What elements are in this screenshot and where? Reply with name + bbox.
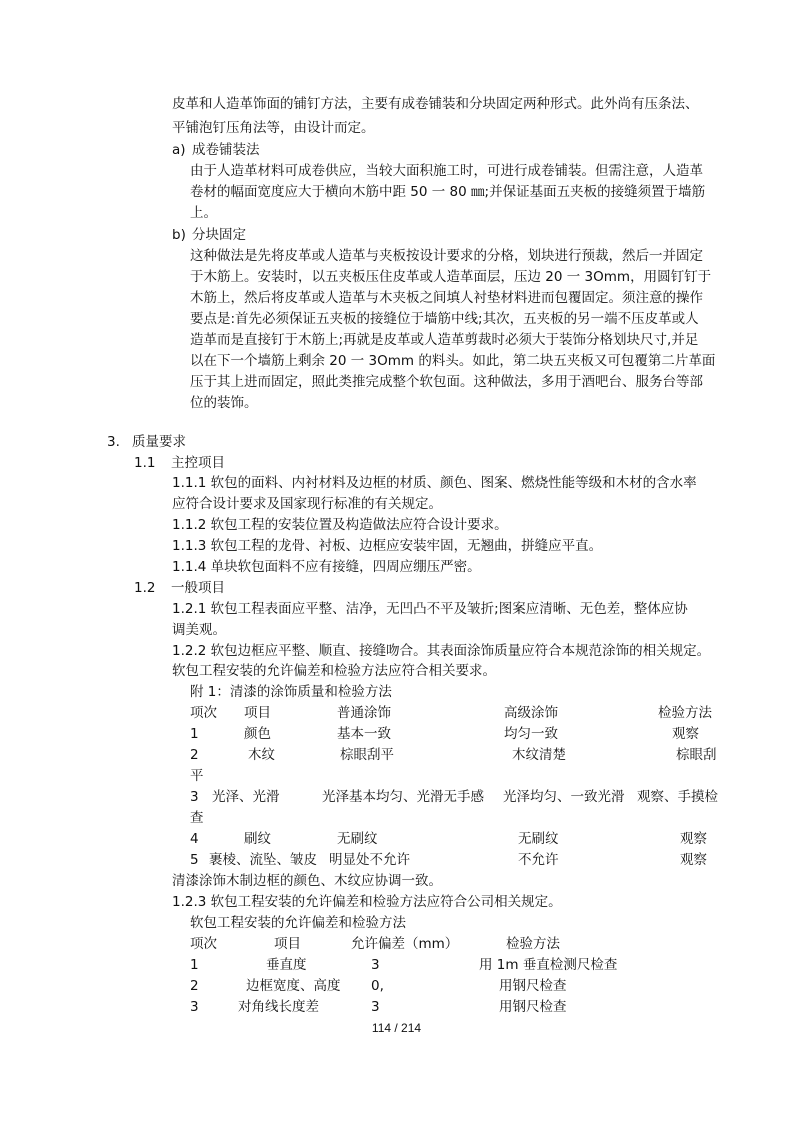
table-cell: 裹棱、流坠、皱皮 [209, 852, 317, 868]
table-cell: 3 [371, 999, 380, 1015]
body-line: 软包工程安装的允许偏差和检验方法应符合相关要求。 [172, 663, 496, 679]
table-cell: 基本一致 [337, 726, 391, 742]
table-cell: 无刷纹 [518, 831, 559, 847]
table-cell: 不允许 [518, 852, 559, 868]
table-header: 项次 [190, 936, 217, 952]
table-header: 项目 [244, 705, 271, 721]
body-line: 应符合设计要求及国家现行标准的有关规定。 [172, 496, 442, 512]
table-header: 检验方法 [506, 936, 560, 952]
table-cell: 3 [190, 999, 199, 1015]
table-header: 高级涂饰 [504, 705, 558, 721]
table-cell: 光泽基本均匀、光滑无手感 [322, 789, 484, 805]
table-cell: 木纹 [248, 747, 275, 763]
body-line: 造革而是直接钉于木筋上;再就是皮革或人造革剪裁时必须大于装饰分格划块尺寸,并足 [190, 332, 699, 348]
body-line: 调美观。 [172, 622, 226, 638]
table-cell: 3 [190, 789, 199, 805]
table-cell: 观察 [680, 831, 707, 847]
section-title: 质量要求 [132, 434, 186, 450]
table-cell: 均匀一致 [504, 726, 558, 742]
table-header: 普通涂饰 [337, 705, 391, 721]
table-title: 附 1：清漆的涂饰质量和检验方法 [190, 684, 392, 700]
body-line: 上。 [190, 205, 217, 221]
body-line: 压于其上进而固定，照此类推完成整个软包面。这种做法，多用于酒吧台、服务台等部 [190, 374, 703, 390]
table-cell: 3 [371, 957, 380, 973]
body-line: 1.1.3 软包工程的龙骨、衬板、边框应安装牢固，无翘曲，拼缝应平直。 [172, 538, 603, 554]
subsection-title: 一般项目 [171, 580, 225, 596]
table-cell: 对角线长度差 [238, 999, 319, 1015]
table-cell: 观察、手摸检 [637, 789, 718, 805]
body-line: 这种做法是先将皮革或人造革与夹板按设计要求的分格，划块进行预裁，然后一并固定 [190, 248, 703, 264]
table-note: 清漆涂饰木制边框的颜色、木纹应协调一致。 [172, 873, 442, 889]
subsection-title: 主控项目 [171, 455, 225, 471]
item-title: 分块固定 [192, 227, 246, 243]
body-line: 卷材的幅面宽度应大于横向木筋中距 50 一 80 ㎜;并保证基面五夹板的接缝须置于墙筋 [190, 184, 706, 200]
table-cell: 观察 [672, 726, 699, 742]
table-cell: 平 [190, 768, 204, 784]
body-line: 位的装饰。 [190, 395, 258, 411]
subsection-number: 1.2 [134, 580, 156, 596]
body-line: 1.2.1 软包工程表面应平整、洁净，无凹凸不平及皱折;图案应清晰、无色差，整体应协 [172, 601, 688, 617]
table-title: 软包工程安装的允许偏差和检验方法 [190, 915, 406, 931]
body-line: 1.1.4 单块软包面料不应有接缝，四周应绷压严密。 [172, 559, 481, 575]
table-cell: 棕眼刮平 [340, 747, 394, 763]
table-cell: 4 [190, 831, 199, 847]
table-cell: 查 [190, 810, 204, 826]
body-line: 1.2.3 软包工程安装的允许偏差和检验方法应符合公司相关规定。 [172, 894, 562, 910]
list-marker: a) [172, 142, 186, 158]
table-cell: 5 [190, 852, 199, 868]
section-number: 3. [107, 434, 120, 450]
table-cell: 明显处不允许 [329, 852, 410, 868]
table-cell: 0, [371, 978, 384, 994]
table-cell: 木纹清楚 [512, 747, 566, 763]
subsection-number: 1.1 [134, 455, 156, 471]
table-cell: 用 1m 垂直检测尺检查 [479, 957, 618, 973]
table-cell: 边框宽度、高度 [246, 978, 341, 994]
table-cell: 垂直度 [266, 957, 307, 973]
table-cell: 1 [190, 957, 199, 973]
body-line: 由于人造革材料可成卷供应，当较大面积施工时，可进行成卷铺装。但需注意，人造革 [190, 163, 703, 179]
body-line: 1.2.2 软包边框应平整、顺直、接缝吻合。其表面涂饰质量应符合本规范涂饰的相关规定。 [172, 643, 711, 659]
page-number: 114 / 214 [371, 1021, 422, 1035]
table-header: 项次 [190, 705, 217, 721]
table-cell: 2 [190, 978, 199, 994]
table-cell: 1 [190, 726, 199, 742]
body-line: 要点是:首先必须保证五夹板的接缝位于墙筋中线;其次，五夹板的另一端不压皮革或人 [190, 311, 699, 327]
table-cell: 光泽均匀、一致光滑 [503, 789, 625, 805]
table-cell: 光泽、光滑 [212, 789, 280, 805]
table-cell: 颜色 [244, 726, 271, 742]
body-line: 1.1.2 软包工程的安装位置及构造做法应符合设计要求。 [172, 517, 508, 533]
body-line: 1.1.1 软包的面料、内衬材料及边框的材质、颜色、图案、燃烧性能等级和木材的含水率 [172, 475, 697, 491]
table-cell: 刷纹 [244, 831, 271, 847]
table-header: 允许偏差（mm） [351, 936, 459, 952]
body-line: 以在下一个墙筋上剩余 20 一 3Omm 的料头。如此，第二块五夹板又可包覆第二片革面 [190, 353, 716, 369]
item-title: 成卷铺装法 [192, 142, 260, 158]
table-cell: 观察 [680, 852, 707, 868]
table-cell: 用钢尺检查 [499, 999, 567, 1015]
table-header: 检验方法 [658, 705, 712, 721]
intro-line: 皮革和人造革饰面的铺钉方法，主要有成卷铺装和分块固定两种形式。此外尚有压条法、 [172, 96, 699, 112]
list-marker: b) [172, 227, 186, 243]
table-cell: 2 [190, 747, 199, 763]
table-header: 项目 [274, 936, 301, 952]
intro-line: 平铺泡钉压角法等，由设计而定。 [172, 120, 375, 136]
body-line: 于木筋上。安装时，以五夹板压住皮革或人造革面层，压边 20 一 3Omm，用圆钉钉于 [190, 269, 712, 285]
table-cell: 棕眼刮 [676, 747, 717, 763]
table-cell: 用钢尺检查 [499, 978, 567, 994]
body-line: 木筋上，然后将皮革或人造革与木夹板之间填人衬垫材料进而包覆固定。须注意的操作 [190, 290, 703, 306]
table-cell: 无刷纹 [337, 831, 378, 847]
